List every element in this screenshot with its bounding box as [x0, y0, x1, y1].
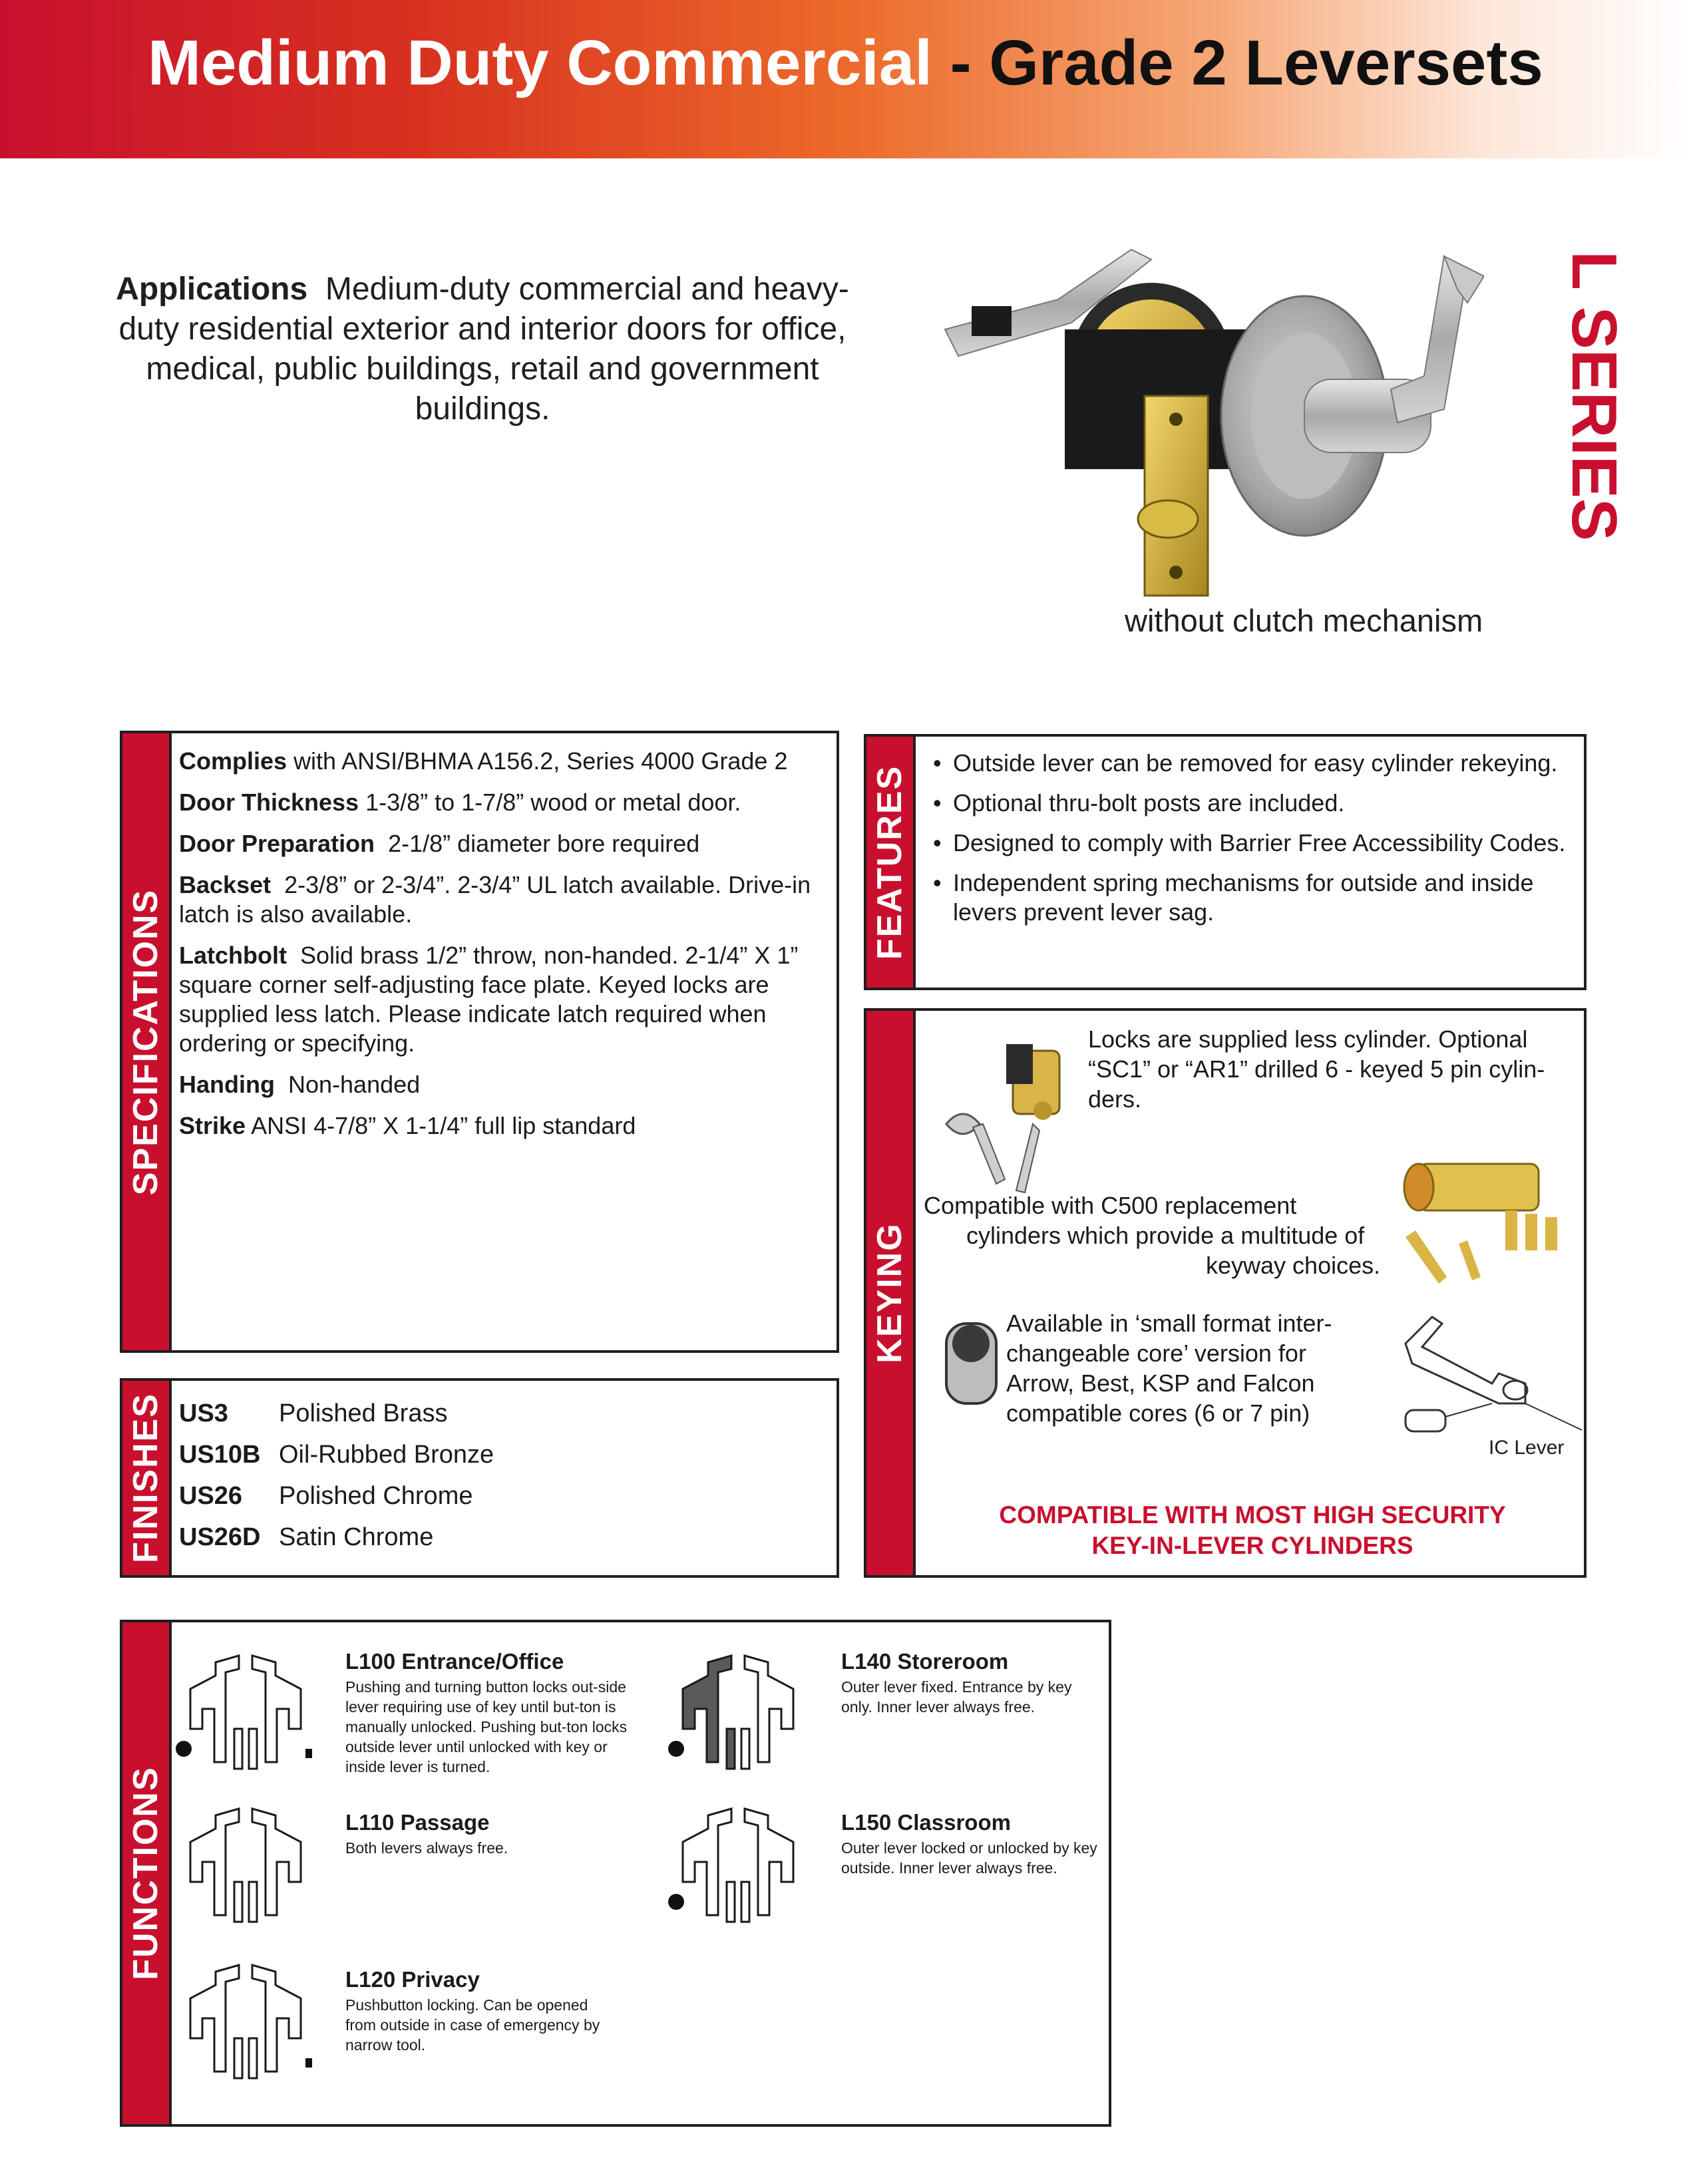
spec-text: Solid brass 1/2” throw, non-handed. 2-1/4” X 1” square corner self-adjusting face plate. Keyed locks are supplied less latch. Please indicate latch required when ordering or specifying.	[179, 942, 799, 1057]
function-title: L150 Classroom	[841, 1810, 1011, 1835]
spec-label: Door Thickness	[179, 789, 359, 816]
keying-text-2c: keyway choices.	[1206, 1252, 1381, 1279]
functions-tab-label: FUNCTIONS	[126, 1766, 165, 1980]
specifications-list	[179, 747, 825, 1153]
spec-label: Strike	[179, 1112, 246, 1139]
finish-code: US26	[179, 1482, 243, 1510]
applications-text	[106, 270, 858, 429]
high-security-line-2: KEY-IN-LEVER CYLINDERS	[1091, 1532, 1413, 1559]
feature-item: • Outside lever can be removed for easy cylinder rekeying.	[933, 749, 1577, 778]
spec-text: 2-1/8” diameter bore required	[388, 830, 700, 857]
function-desc: Pushbutton locking. Can be opened from outside in case of emergency by narrow tool.	[345, 1996, 600, 2054]
finish-code: US10B	[179, 1441, 261, 1469]
l120-diagram	[176, 1958, 329, 2085]
spec-item	[179, 870, 825, 929]
spec-item	[179, 788, 825, 817]
spec-item	[179, 829, 825, 858]
l110-diagram	[176, 1802, 329, 1928]
series-label	[1551, 243, 1637, 549]
page-title	[148, 27, 1543, 100]
high-security-line-1: COMPATIBLE WITH MOST HIGH SECURITY	[999, 1501, 1506, 1529]
function-desc: Outer lever locked or unlocked by key outside. Inner lever always free.	[841, 1839, 1097, 1877]
page-title-rest: - Grade 2 Leversets	[950, 27, 1543, 98]
function-title: L120 Privacy	[345, 1967, 480, 1992]
series-label-text: L SERIES	[1559, 251, 1630, 541]
keying-text-2a: Compatible with C500 replacement	[924, 1192, 1297, 1219]
function-desc: Both levers always free.	[345, 1839, 508, 1857]
specifications-tab-label: SPECIFICATIONS	[126, 888, 165, 1195]
keying-panel	[864, 1008, 1587, 1578]
function-title: L100 Entrance/Office	[345, 1649, 564, 1674]
function-title: L140 Storeroom	[841, 1649, 1009, 1674]
function-desc: Outer lever fixed. Entrance by key only. Inner lever always free.	[841, 1678, 1072, 1716]
ic-lever-drawing	[1392, 1304, 1585, 1450]
function-desc: Pushing and turning button locks out-side lever requiring use of key until but-ton is manually unlocked. Pushing but-ton locks outside lever until unlocked with key or inside lever is turned.	[345, 1678, 628, 1775]
spec-label: Door Preparation	[179, 830, 375, 857]
specifications-panel	[120, 731, 839, 1353]
spec-label: Latchbolt	[179, 942, 287, 969]
finish-name: Polished Brass	[279, 1399, 448, 1427]
keying-text-2b: cylinders which provide a multitude of	[966, 1222, 1365, 1249]
finish-name: Satin Chrome	[279, 1523, 434, 1551]
applications-label: Applications	[116, 272, 308, 307]
ic-core-image	[933, 1310, 1013, 1417]
applications-body: Medium-duty commercial and heavy-duty residential exterior and interior doors for office, medical, public buildings, retail and government buildings.	[118, 272, 849, 427]
feature-item: • Designed to comply with Barrier Free Accessibility Codes.	[933, 828, 1577, 858]
spec-text: 1-3/8” to 1-7/8” wood or metal door.	[365, 789, 741, 816]
l140-diagram	[668, 1649, 821, 1775]
feature-item: • Optional thru-bolt posts are included.	[933, 789, 1577, 818]
keying-tab-label: KEYING	[870, 1222, 909, 1364]
spec-item	[179, 1070, 825, 1099]
page-title-main: Medium Duty Commercial	[148, 27, 932, 98]
functions-panel	[120, 1620, 1111, 2127]
spec-text: Non-handed	[288, 1071, 421, 1098]
functions-tab	[122, 1622, 172, 2124]
spec-label: Backset	[179, 871, 272, 898]
image-caption: without clutch mechanism	[1125, 603, 1483, 638]
function-title: L110 Passage	[345, 1810, 490, 1835]
finish-code: US26D	[179, 1523, 261, 1551]
finishes-tab-label: FINISHES	[126, 1393, 165, 1563]
keying-text-3: Available in ‘small format inter-changeable core’ version for Arrow, Best, KSP and Falcon compatible cores (6 or 7 pin)	[1006, 1310, 1332, 1427]
features-panel	[864, 734, 1587, 990]
feature-item: • Independent spring mechanisms for outside and inside levers prevent lever sag.	[933, 868, 1577, 927]
spec-label: Handing	[179, 1071, 275, 1098]
spec-text: 2-3/8” or 2-3/4”. 2-3/4” UL latch available. Drive-in latch is also available.	[179, 871, 811, 928]
spec-item	[179, 941, 825, 1058]
features-tab	[866, 737, 916, 988]
spec-item	[179, 747, 825, 776]
keying-text-1: Locks are supplied less cylinder. Optional “SC1” or “AR1” drilled 6 - keyed 5 pin cylin-ders.	[1088, 1025, 1545, 1113]
spec-label: Complies	[179, 747, 287, 775]
c500-cylinder-image	[1392, 1144, 1572, 1297]
specifications-tab	[122, 733, 172, 1350]
keys-cylinder-image	[933, 1024, 1086, 1197]
leverset-product-image	[932, 236, 1484, 609]
spec-item	[179, 1111, 825, 1141]
finishes-panel	[120, 1378, 839, 1578]
l150-diagram	[668, 1802, 821, 1928]
finish-name: Polished Chrome	[279, 1482, 473, 1510]
l100-diagram	[176, 1649, 329, 1775]
finish-name: Oil-Rubbed Bronze	[279, 1441, 494, 1469]
features-list	[933, 749, 1577, 938]
keying-tab	[866, 1011, 916, 1575]
features-tab-label: FEATURES	[870, 765, 909, 960]
spec-text: with ANSI/BHMA A156.2, Series 4000 Grade 2	[293, 747, 788, 775]
ic-lever-label: IC Lever	[1489, 1437, 1565, 1459]
spec-text: ANSI 4-7/8” X 1-1/4” full lip standard	[251, 1112, 636, 1139]
finishes-tab	[122, 1381, 172, 1575]
finish-code: US3	[179, 1399, 228, 1427]
high-security-note	[966, 1500, 1539, 1561]
